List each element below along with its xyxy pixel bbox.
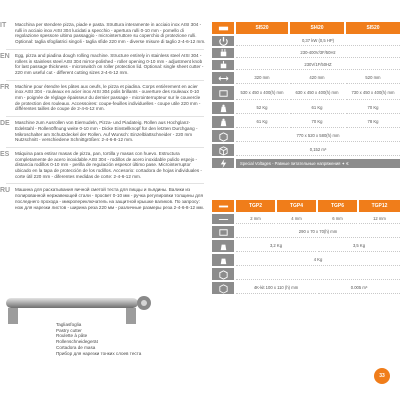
spec-voltage-1ph: 230V/1F/50HZ	[236, 60, 400, 70]
model-header: SI520	[346, 22, 400, 34]
spec-roller-width: 420 mm	[290, 72, 344, 84]
volume-icon	[212, 144, 234, 156]
spec-gross-weight: 78 Kg	[346, 116, 400, 128]
spec-cut-size: 2 mm	[236, 214, 275, 224]
cutter-icon	[212, 200, 234, 212]
lang-code: EN	[0, 52, 10, 60]
spec-voltage-3ph: 230-400V/3F/50Hz	[236, 48, 400, 58]
divider	[6, 49, 204, 50]
description-column	[0, 22, 206, 214]
package-icon	[212, 130, 234, 142]
lang-block-ru	[0, 187, 206, 210]
lang-text: Macchina per stendere pizza, piade e pasta. Struttura interamente in acciaio inox AISI 304 - rulli in acciaio inox AISI 304 lucidati a specchio - apertura rulli 0-10 mm - pomello di regolazione spessore ultimo passaggio - microinterruttore su coperchio di protezione rulli. Optional: taglia sfogliatrici singoli - taglia sfide 220 mm - diverse misure di taglio 2-4-6-12 mm.	[15, 22, 206, 45]
special-voltage-icon	[212, 158, 234, 168]
lang-code: ES	[0, 150, 10, 158]
spec-package	[236, 268, 400, 280]
spec-gross-weight: 4 Kg	[236, 254, 400, 266]
caption: Прибор для нарезки тонких слоев теста	[56, 350, 142, 356]
lang-text: Maschine zum Ausrollen von Eiernudeln, Pizza- und Piadateig. Rollen aus Hochglanz-Edelstahl - Rollenöffnung weite 0-10 mm - Dicke Einstellknopf für den letzten Durchgang - Mikroschalter am Schutzdeckel der Rollen. Auf Wunsch: Einzelblattschneider - 220 mm Nutzschnitt - verschiedene Schnittgrößen: 2-4-6-8-12 mm.	[15, 120, 198, 143]
lang-text: Machine pour étendre les pâtes aux oeufs, le pizza et piadina. Corps entièrement en acier inox AISI 304 - rouleaux en acier inox AISI 304 polis brillants - ouverture des rouleaux 0-10 mm - poignée de réglage épaisseur du dernier passage - microinterrupteur sur le couvercle de protection des rouleaux. Accessoires: coupe-feuilles individuelles - coupe utile 220 mm - différentes tailles de coupe de 2-4-6-12 mm.	[15, 83, 201, 112]
dimensions-icon	[212, 226, 234, 238]
divider	[6, 183, 204, 184]
caption: Cortadora de masa	[56, 344, 96, 350]
lang-block-fr	[0, 84, 206, 113]
spec-roller-width: 320 mm	[236, 72, 288, 84]
spec-net-weight: 3,5 Kg	[318, 240, 400, 252]
caption: Rollenschneidegerät	[56, 339, 98, 345]
lang-code: IT	[0, 22, 7, 29]
lang-text: Egg, pizza and piadina dough rolling machine. Structure entirely in stainless steel AISI 304 - rollers in stainless steel AISI 304 mirror-polished - roller opening 0-10 mm - adjustment knob for last passage thickness - microswitch on roller protection lid. Optional: single sheet cutter - 220 mm useful cut - different cutting sizes 2-4-6-12 mm.	[15, 52, 204, 75]
spec-dimensions: 630 x 450 x 400(h) mm	[290, 86, 344, 100]
cut-size-icon	[212, 214, 234, 224]
spec-package: 770 x 520 x 580(h) mm	[236, 130, 400, 142]
lang-code: DE	[0, 120, 10, 128]
net-weight-icon	[212, 102, 234, 114]
spec-gross-weight: 61 Kg	[236, 116, 288, 128]
spec-net-weight: 61 Kg	[290, 102, 344, 114]
caption: Roulette à pâte	[56, 333, 88, 339]
spec-power: 0,37 kW (0,5 HP)	[236, 36, 400, 46]
lang-code: FR	[0, 83, 10, 91]
caption: Pastry cutter	[56, 327, 82, 333]
spec-dimensions: 730 x 450 x 400(h) mm	[346, 86, 400, 100]
model-header: TGP12	[359, 200, 400, 212]
lang-block-es	[0, 151, 206, 180]
plug-single-icon	[212, 60, 234, 70]
power-icon	[212, 36, 234, 46]
lang-text: Машина для раскатывания яичной сметой теста для пиццы и пьядины. Валики из полированной нержавеющей стали - просвет 0-10 мм - ручка регулировки толщины для последнего прохода - микропереключатель на защитной крышке валиков. По запросу: нож для нарезки листов - ширина реза 220 мм - различные размеры реза 2-4-6-8-12 мм.	[15, 187, 204, 210]
spec-dimensions: 530 x 450 x 400(h) mm	[236, 86, 288, 100]
spec-cut-size: 4 mm	[277, 214, 316, 224]
plug-icon	[212, 48, 234, 58]
roller-width-icon	[212, 72, 234, 84]
net-weight-icon	[212, 240, 234, 252]
package-icon	[212, 268, 234, 280]
model-header: TGP6	[318, 200, 357, 212]
spec-roller-width: 520 mm	[346, 72, 400, 84]
spec-volume: 0,152 m³	[236, 144, 400, 156]
lang-block-it	[0, 22, 206, 45]
lang-code: RU	[0, 187, 11, 195]
spec-package-size: 4K-kit 100 x 110 (h) mm	[236, 282, 316, 294]
caption: Tagliasfoglia	[56, 322, 82, 327]
divider	[6, 80, 204, 81]
model-header: TGP2	[236, 200, 275, 212]
spec-net-weight: 70 Kg	[346, 102, 400, 114]
spec-volume: 0.005 m³	[318, 282, 400, 294]
lang-block-de	[0, 120, 206, 143]
spec-cut-size: 12 mm	[359, 214, 400, 224]
spec-dimensions: 290 x 70 x 70(h) mm	[236, 226, 400, 238]
lang-text: Máquina para estirar masas de pizza, pan, tortilla y masas con huevo. Estructura completamente de acero inoxidable AISI 304 - rodillos de acero inoxidable pulido espejo - distancia rodillos 0-10 mm - perilla de regulación espesor último pase. Microinterruptor ubicado en la tapa de protección de los rodillos. Accesorio: cortadora de hojas individuales - corte útil 220 mm - diferentes medidas de corte: 2-4-6-12 mm.	[15, 150, 202, 179]
model-header: SI520	[236, 22, 288, 34]
divider	[6, 116, 204, 117]
gross-weight-icon	[212, 116, 234, 128]
page-number: 33	[374, 368, 390, 384]
volume-icon	[212, 282, 234, 294]
spec-cut-size: 6 mm	[318, 214, 357, 224]
gross-weight-icon	[212, 254, 234, 266]
machine-icon	[212, 22, 234, 34]
spec-gross-weight: 70 Kg	[290, 116, 344, 128]
lang-block-en	[0, 53, 206, 76]
special-voltages-bar: Special Voltages - Равные питательные напряжения ✦ €	[236, 159, 400, 168]
spec-net-weight: 52 Kg	[236, 102, 288, 114]
dimensions-icon	[212, 86, 234, 100]
divider	[6, 147, 204, 148]
captions	[56, 322, 141, 356]
model-header: SI420	[290, 22, 344, 34]
model-header: TGP4	[277, 200, 316, 212]
spec-net-weight: 3,2 Kg	[236, 240, 316, 252]
